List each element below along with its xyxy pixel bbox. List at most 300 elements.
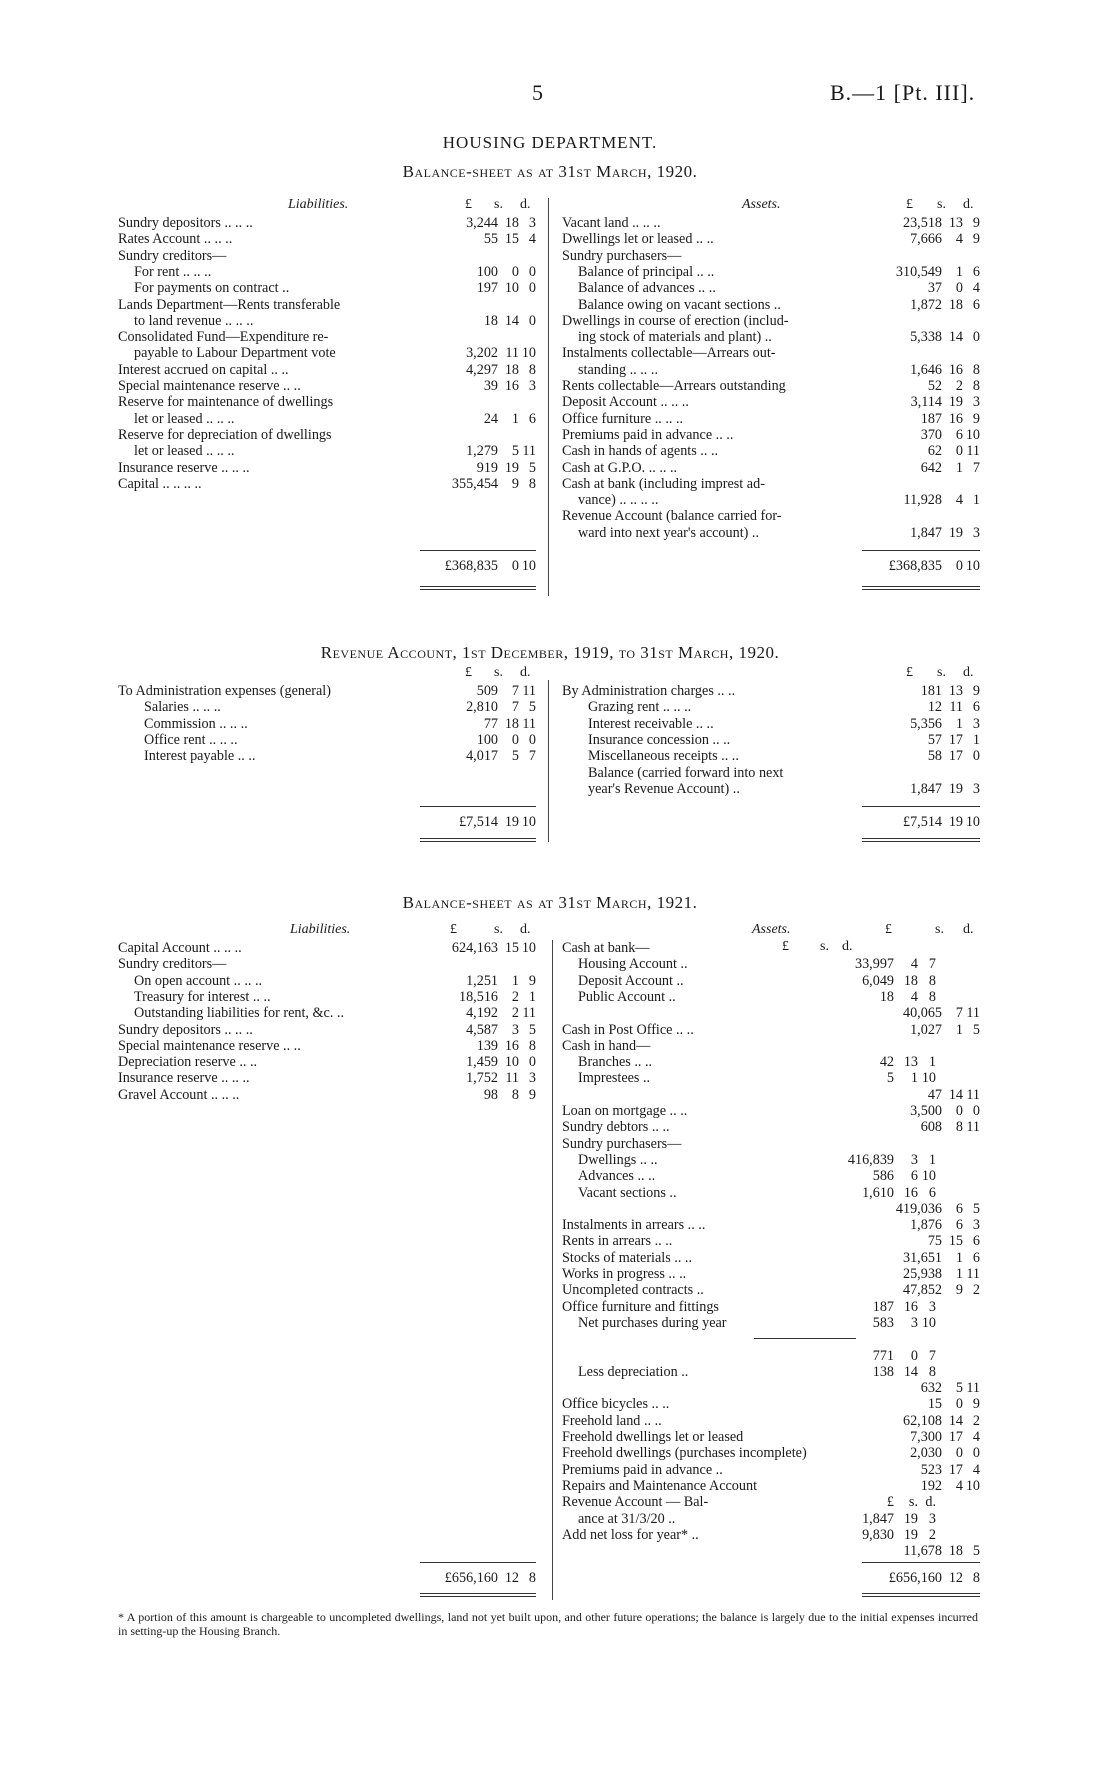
bs1920-asset-pounds: 52 [927, 378, 942, 394]
rev1920-credit-pounds: 58 [927, 748, 942, 765]
bs1921-asset-label: Freehold land .. .. [562, 1412, 662, 1429]
bs1921-asset-row [562, 1217, 980, 1233]
bs1921-asset-pounds: 608 [920, 1119, 942, 1136]
bs1921-asset-label: Cash in Post Office .. .. [562, 1021, 694, 1038]
bs1920-liabilities-header: Liabilities. [288, 197, 349, 212]
bs1921-asset-inner-pounds: 9,830 [862, 1526, 894, 1543]
bs1921-asset-inner-shillings: 19 [903, 1526, 918, 1543]
bs1921-asset-total: £656,160 12 8 [888, 1570, 980, 1586]
bs1921-asset-inner-pounds: 586 [872, 1168, 894, 1185]
bs1920-liability-label: Insurance reserve .. .. .. [118, 459, 250, 476]
bs1921-liability-pence: 10 [521, 940, 536, 956]
bs1921-asset-pence: 11 [966, 1380, 980, 1397]
bs1921-liability-shillings: 3 [511, 1021, 519, 1038]
rev1920-credit-pence: 3 [972, 780, 980, 797]
bs1920-asset-pounds: 7,666 [910, 231, 942, 248]
bs1921-asset-pounds: 419,036 [895, 1200, 942, 1217]
bs1920-liability-label: to land revenue .. .. .. [134, 312, 254, 329]
rev1920-debit-pounds: 4,017 [466, 748, 498, 765]
bs1921-liability-shillings: 8 [511, 1086, 519, 1103]
bs1921-asset-inner-shillings: 6 [910, 1168, 918, 1185]
rev1920-debit-shillings: 7 [511, 683, 519, 699]
bs1921-liability-pounds: 624,163 [451, 940, 498, 956]
department-title: HOUSING DEPARTMENT. [442, 133, 658, 152]
bs1921-liability-row [118, 940, 536, 956]
bs1921-asset-shillings: 1 [955, 1249, 963, 1266]
rev1920-debit-pence-header: d. [520, 665, 531, 680]
bs1921-asset-inner-shillings: 3 [910, 1314, 918, 1331]
bs1921-heading: Balance-sheet as at 31st March, 1921. [402, 893, 698, 912]
bs1921-asset-pence: 11 [966, 1086, 980, 1103]
bs1921-asset-shillings: 14 [948, 1086, 963, 1103]
bs1921-asset-pence: 10 [965, 1477, 980, 1494]
bs1921-asset-label: Repairs and Maintenance Account [562, 1477, 758, 1494]
rev1920-debit-pence: 11 [522, 683, 536, 699]
rev1920-debit-total: £7,514 19 10 [458, 814, 536, 830]
rev1920-credit-shillings: 17 [948, 731, 963, 748]
bs1921-asset-inner-pence: 1 [928, 1054, 936, 1071]
bs1920-liab-pound-header: £ [465, 197, 472, 212]
bs1921-asset-pounds: 40,065 [902, 1005, 942, 1022]
bs1921-liability-label: Sundry depositors .. .. .. [118, 1021, 253, 1038]
bs1920-asset-pence: 8 [972, 378, 980, 394]
bs1921-liability-label: Gravel Account .. .. .. [118, 1086, 240, 1103]
bs1921-asset-inner-pence: 10 [921, 1070, 936, 1087]
bs1921-asset-inner-pence: 8 [928, 1363, 936, 1380]
bs1921-liability-pounds: 1,752 [466, 1070, 498, 1087]
bs1921-asset-row [562, 1511, 980, 1527]
bs1920-asset-pence: 9 [972, 410, 980, 427]
bs1921-asset-shillings: 4 [955, 1477, 963, 1494]
bs1921-liability-pounds: 4,192 [466, 1005, 498, 1022]
rev1920-credit-pounds: 1,847 [910, 780, 942, 797]
bs1920-asset-label: Revenue Account (balance carried for- [562, 508, 782, 525]
bs1921-asset-inner-pounds: 5 [886, 1070, 894, 1087]
bs1921-liability-shillings: 16 [504, 1037, 519, 1054]
bs1920-asset-shillings: 19 [948, 524, 963, 541]
bs1921-liability-pence: 11 [522, 1005, 536, 1022]
bs1921-asset-pounds: 11,678 [903, 1543, 942, 1560]
bs1921-asset-label: Premiums paid in advance .. [562, 1461, 723, 1478]
bs1920-asset-label: Instalments collectable—Arrears out- [562, 345, 776, 362]
bs1920-asset-pence: 11 [966, 443, 980, 460]
bs1920-liability-pounds: 3,202 [466, 345, 498, 362]
bs1921-asset-pence: 5 [972, 1021, 980, 1038]
bs1921-asset-pence: 6 [972, 1249, 980, 1266]
bs1920-liability-label: Special maintenance reserve .. .. [118, 378, 301, 394]
rev1920-credit-pence: 6 [972, 699, 980, 716]
bs1920-asset-shillings: 19 [948, 394, 963, 411]
bs1920-liability-pounds: 355,454 [451, 475, 498, 492]
bs1921-asset-row [562, 1364, 980, 1380]
bs1920-asset-pence: 9 [972, 231, 980, 248]
bs1920-asset-shillings: 13 [948, 215, 963, 231]
bs1920-asset-shillings: 18 [948, 296, 963, 313]
bs1920-asset-pounds: 37 [927, 280, 942, 297]
bs1921-asset-row [562, 1282, 980, 1298]
bs1921-liability-pounds: 18,516 [458, 988, 498, 1005]
bs1921-asset-row [562, 973, 980, 989]
bs1921-liability-row [118, 989, 536, 1005]
bs1920-asset-label: standing .. .. .. [578, 361, 658, 378]
bs1921-asset-label: Net purchases during year [578, 1314, 727, 1331]
bs1921-asset-label: Instalments in arrears .. .. [562, 1217, 706, 1234]
bs1921-asset-label: Stocks of materials .. .. [562, 1249, 693, 1266]
bs1921-asset-shillings: 6 [955, 1200, 963, 1217]
bs1920-liability-pence: 10 [521, 345, 536, 362]
bs1921-asset-inner-pounds: 18 [879, 988, 894, 1005]
bs1921-asset-shillings: 15 [948, 1233, 963, 1250]
bs1920-liability-label: Capital .. .. .. .. [118, 475, 202, 492]
bs1921-inner-pound-header: £ [782, 939, 789, 954]
bs1921-asset-label: Dwellings .. .. [578, 1151, 658, 1168]
bs1920-liability-shillings: 16 [504, 378, 519, 394]
document-reference: B.—1 [Pt. III]. [830, 80, 976, 105]
bs1921-asset-label: Freehold dwellings let or leased [562, 1429, 744, 1445]
bs1921-asset-row [562, 1070, 980, 1086]
bs1921-asset-pounds: 192 [920, 1477, 942, 1494]
bs1921-asset-pence-header: d. [963, 922, 974, 937]
bs1920-liab-total: £368,835 0 10 [444, 558, 536, 574]
bs1921-asset-inner-shillings: 3 [910, 1151, 918, 1168]
bs1920-liability-pence: 3 [528, 378, 536, 394]
rev1920-credit-shilling-header: s. [937, 665, 946, 680]
bs1921-asset-pence: 11 [966, 1266, 980, 1282]
bs1920-asset-pence-header: d. [963, 197, 974, 212]
bs1921-asset-inner-pence: 3 [928, 1298, 936, 1315]
bs1920-liability-pounds: 3,244 [466, 215, 498, 231]
bs1921-asset-row [562, 1413, 980, 1429]
bs1921-asset-row [562, 1152, 980, 1168]
bs1921-liability-pence: 3 [528, 1070, 536, 1087]
bs1921-asset-inner-shillings: 18 [903, 972, 918, 989]
bs1921-asset-inner-shillings: 16 [903, 1184, 918, 1201]
rev1920-debit-pounds: 509 [476, 683, 498, 699]
bs1920-liability-pence: 8 [528, 475, 536, 492]
bs1921-asset-pounds: 75 [927, 1233, 942, 1250]
bs1920-asset-pence: 8 [972, 361, 980, 378]
bs1920-liability-pounds: 1,279 [466, 443, 498, 460]
bs1920-asset-pounds: 23,518 [902, 215, 942, 231]
bs1921-asset-row [562, 989, 980, 1005]
bs1920-asset-label: Balance owing on vacant sections .. [578, 296, 781, 313]
bs1921-asset-inner-pounds: 771 [872, 1347, 894, 1364]
bs1921-asset-row [562, 1054, 980, 1070]
bs1921-asset-inner-pence: 10 [921, 1314, 936, 1331]
bs1921-liability-pounds: 98 [483, 1086, 498, 1103]
bs1921-asset-label: Branches .. .. [578, 1054, 653, 1071]
rev1920-credit-label: Grazing rent .. .. .. [588, 699, 692, 716]
bs1920-liability-label: Reserve for depreciation of dwellings [118, 426, 332, 443]
bs1921-asset-label: Advances .. .. [578, 1168, 656, 1185]
bs1921-asset-shillings: 1 [955, 1266, 963, 1282]
bs1921-asset-shillings: 6 [955, 1217, 963, 1234]
bs1921-asset-inner-shillings: 13 [903, 1054, 918, 1071]
bs1920-liability-shillings: 9 [511, 475, 519, 492]
bs1920-asset-label: Office furniture .. .. .. [562, 410, 684, 427]
bs1920-asset-pence: 7 [972, 459, 980, 476]
bs1920-liability-pence: 0 [528, 263, 536, 280]
bs1921-asset-shillings: 0 [955, 1445, 963, 1462]
bs1920-asset-label: Sundry purchasers— [562, 247, 682, 264]
rev1920-debit-shillings: 0 [511, 731, 519, 748]
bs1920-asset-label: ing stock of materials and plant) .. [578, 329, 772, 346]
bs1921-asset-row [562, 1038, 980, 1054]
bs1921-liability-row [118, 973, 536, 989]
bs1920-asset-pounds: 5,338 [910, 329, 942, 346]
bs1921-liability-row [118, 1070, 536, 1086]
bs1921-asset-row [562, 1005, 980, 1021]
bs1921-asset-row [562, 1136, 980, 1152]
bs1920-asset-label: Cash at G.P.O. .. .. .. [562, 459, 678, 476]
bs1921-asset-label: Loan on mortgage .. .. [562, 1103, 688, 1119]
bs1920-asset-shillings: 16 [948, 410, 963, 427]
bs1920-liability-shillings: 18 [504, 215, 519, 231]
bs1921-asset-row [562, 1168, 980, 1184]
bs1920-liability-shillings: 0 [511, 263, 519, 280]
bs1921-liability-shillings: 2 [511, 988, 519, 1005]
bs1921-asset-label: Rents in arrears .. .. [562, 1233, 673, 1250]
bs1920-asset-label: ward into next year's account) .. [578, 524, 760, 541]
rev1920-credit-shillings: 17 [948, 748, 963, 765]
rev1920-debit-pounds: 2,810 [466, 699, 498, 716]
bs1921-asset-inner-pence: d. [925, 1494, 936, 1511]
bs1920-liability-shillings: 19 [504, 459, 519, 476]
rev1920-debit-pence: 0 [528, 731, 536, 748]
rev1920-credit-pounds: 12 [927, 699, 942, 716]
bs1921-asset-label: Cash at bank— [562, 940, 650, 956]
bs1920-liability-pounds: 100 [476, 263, 498, 280]
bs1920-asset-pence: 3 [972, 524, 980, 541]
bs1921-asset-pence: 5 [972, 1200, 980, 1217]
bs1921-asset-shillings: 1 [955, 1021, 963, 1038]
bs1921-asset-label: Deposit Account .. [578, 972, 684, 989]
bs1921-liab-pound-header: £ [450, 922, 457, 937]
bs1921-asset-shillings: 9 [955, 1282, 963, 1299]
rev1920-credit-label: Miscellaneous receipts .. .. [588, 748, 739, 765]
bs1921-asset-shillings: 18 [948, 1543, 963, 1560]
bs1921-liability-label: Treasury for interest .. .. [134, 988, 271, 1005]
rev1920-credit-pence: 3 [972, 715, 980, 732]
bs1920-asset-pence: 6 [972, 296, 980, 313]
bs1921-asset-row [562, 1087, 980, 1103]
bs1921-furniture-rule [754, 1338, 856, 1339]
bs1920-liability-pence: 0 [528, 280, 536, 297]
bs1921-asset-pence: 11 [966, 1119, 980, 1136]
bs1920-liability-pounds: 55 [483, 231, 498, 248]
bs1920-asset-total: £368,835 0 10 [888, 558, 980, 574]
bs1921-asset-row [562, 1233, 980, 1249]
bs1921-asset-pounds: 47,852 [902, 1282, 942, 1299]
bs1921-asset-row [562, 1543, 980, 1559]
bs1921-liability-pounds: 4,587 [466, 1021, 498, 1038]
bs1921-asset-inner-pence: 1 [928, 1151, 936, 1168]
bs1921-asset-pounds: 47 [927, 1086, 942, 1103]
bs1921-assets-header: Assets. [752, 922, 791, 937]
bs1921-liability-row [118, 956, 536, 972]
bs1921-asset-pence: 4 [972, 1461, 980, 1478]
bs1920-liab-shilling-header: s. [494, 197, 503, 212]
bs1921-liab-total: £656,160 12 8 [444, 1570, 536, 1586]
bs1921-asset-row [562, 940, 980, 956]
bs1920-asset-label: Balance of principal .. .. [578, 263, 715, 280]
bs1921-asset-inner-shillings: 19 [903, 1510, 918, 1527]
bs1920-asset-pounds: 1,847 [910, 524, 942, 541]
bs1921-asset-inner-pounds: 1,610 [862, 1184, 894, 1201]
bs1920-asset-label: Premiums paid in advance .. .. [562, 426, 734, 443]
bs1921-liab-rule [420, 1562, 536, 1563]
rev1920-credit-pound-header: £ [906, 665, 913, 680]
bs1920-liability-pence: 6 [528, 410, 536, 427]
bs1920-asset-shillings: 6 [955, 426, 963, 443]
rev1920-debit-pounds: 77 [483, 715, 498, 732]
page-number: 5 [532, 80, 543, 105]
bs1921-asset-shillings: 8 [955, 1119, 963, 1136]
bs1921-liab-pence-header: d. [520, 922, 531, 937]
bs1920-asset-label: vance) .. .. .. .. [578, 492, 659, 509]
bs1921-asset-inner-pounds: 416,839 [847, 1151, 894, 1168]
bs1920-asset-pence: 0 [972, 329, 980, 346]
rev1920-debit-shilling-header: s. [494, 665, 503, 680]
bs1921-liability-pence: 8 [528, 1037, 536, 1054]
bs1921-asset-label: Public Account .. [578, 988, 676, 1005]
bs1921-asset-inner-pence: 3 [928, 1510, 936, 1527]
bs1921-asset-pence: 4 [972, 1429, 980, 1445]
rev1920-credit-label: Insurance concession .. .. [588, 731, 731, 748]
bs1921-asset-row [562, 956, 980, 972]
bs1920-liability-label: Lands Department—Rents transferable [118, 296, 341, 313]
bs1920-liability-pence: 5 [528, 459, 536, 476]
bs1921-asset-inner-pence: 7 [928, 1347, 936, 1364]
bs1920-asset-pence: 4 [972, 280, 980, 297]
rev1920-debit-label: Interest payable .. .. [144, 748, 256, 765]
bs1921-inner-shilling-header: s. [820, 939, 829, 954]
bs1920-asset-pounds: 642 [920, 459, 942, 476]
bs1920-asset-label: Dwellings let or leased .. .. [562, 231, 714, 248]
bs1921-asset-pence: 2 [972, 1412, 980, 1429]
rev1920-credit-pence: 9 [972, 683, 980, 699]
bs1921-asset-label: Less depreciation .. [578, 1363, 689, 1380]
bs1921-asset-pounds: 2,030 [910, 1445, 942, 1462]
bs1921-liab-double-rule [420, 1593, 536, 1597]
bs1920-asset-pounds: 370 [920, 426, 942, 443]
bs1920-liability-label: For rent .. .. .. [134, 263, 212, 280]
bs1920-liability-shillings: 1 [511, 410, 519, 427]
bs1921-liability-shillings: 11 [505, 1070, 519, 1087]
bs1921-asset-inner-shillings: 0 [910, 1347, 918, 1364]
bs1921-asset-inner-pence: 6 [928, 1184, 936, 1201]
bs1921-asset-inner-pence: 8 [928, 972, 936, 989]
bs1920-liability-pounds: 24 [483, 410, 498, 427]
rev1920-credit-pounds: 181 [920, 683, 942, 699]
bs1921-asset-row [562, 1380, 980, 1396]
bs1921-asset-inner-shillings: s. [908, 1494, 918, 1511]
bs1920-assets-header: Assets. [742, 197, 781, 212]
rev1920-debit-label: Office rent .. .. .. [144, 731, 238, 748]
bs1921-asset-row [562, 1299, 980, 1315]
bs1920-liability-label: Sundry depositors .. .. .. [118, 215, 253, 231]
bs1920-asset-label: Cash in hands of agents .. .. [562, 443, 719, 460]
bs1921-asset-inner-shillings: 4 [910, 988, 918, 1005]
bs1921-asset-label: Cash in hand— [562, 1037, 651, 1054]
bs1921-asset-row [562, 1103, 980, 1119]
bs1920-asset-shillings: 1 [955, 459, 963, 476]
bs1921-asset-shillings: 0 [955, 1103, 963, 1119]
bs1921-liability-pounds: 1,459 [466, 1054, 498, 1071]
bs1920-liability-label: For payments on contract .. [134, 280, 290, 297]
bs1921-liability-pounds: 1,251 [466, 972, 498, 989]
bs1921-liability-pounds: 139 [476, 1037, 498, 1054]
bs1921-asset-shillings: 17 [948, 1429, 963, 1445]
bs1920-asset-label: Dwellings in course of erection (includ- [562, 312, 789, 329]
rev1920-debit-pence: 7 [528, 748, 536, 765]
bs1921-liability-shillings: 15 [504, 940, 519, 956]
bs1921-asset-pounds: 523 [920, 1461, 942, 1478]
bs1920-asset-pence: 6 [972, 263, 980, 280]
rev1920-debit-label: Commission .. .. .. [144, 715, 248, 732]
bs1921-asset-inner-pence: 2 [928, 1526, 936, 1543]
bs1921-liabilities-header: Liabilities. [290, 922, 351, 937]
bs1920-asset-pence: 9 [972, 215, 980, 231]
bs1920-asset-shillings: 0 [955, 280, 963, 297]
bs1920-liability-shillings: 14 [504, 312, 519, 329]
bs1920-asset-label: Cash at bank (including imprest ad- [562, 475, 765, 492]
rev1920-credit-pence: 0 [972, 748, 980, 765]
bs1921-liability-label: On open account .. .. .. [134, 972, 263, 989]
bs1921-asset-row [562, 1462, 980, 1478]
bs1920-liability-shillings: 15 [504, 231, 519, 248]
bs1921-liability-row [118, 1038, 536, 1054]
bs1921-asset-rule [862, 1562, 980, 1563]
rev1920-debit-label: Salaries .. .. .. [144, 699, 221, 716]
rev1920-credit-pounds: 5,356 [910, 715, 942, 732]
bs1920-asset-pounds: 1,646 [910, 361, 942, 378]
bs1921-asset-pound-header: £ [885, 922, 892, 937]
bs1921-asset-row [562, 1527, 980, 1543]
bs1921-asset-shilling-header: s. [935, 922, 944, 937]
bs1921-asset-row [562, 1266, 980, 1282]
bs1920-asset-shillings: 4 [955, 231, 963, 248]
bs1921-asset-row [562, 1445, 980, 1461]
bs1920-asset-pounds: 3,114 [910, 394, 942, 411]
bs1921-asset-inner-pounds: 187 [872, 1298, 894, 1315]
bs1921-asset-pence: 11 [966, 1005, 980, 1022]
bs1920-asset-pounds: 62 [927, 443, 942, 460]
bs1921-asset-pence: 2 [972, 1282, 980, 1299]
bs1921-asset-label: Sundry debtors .. .. [562, 1119, 670, 1136]
bs1920-asset-pounds: 1,872 [910, 296, 942, 313]
bs1921-asset-pounds: 632 [920, 1380, 942, 1397]
bs1920-liability-shillings: 10 [504, 280, 519, 297]
bs1921-asset-inner-pounds: 33,997 [854, 956, 894, 973]
bs1921-asset-row [562, 1348, 980, 1364]
bs1921-asset-label: Freehold dwellings (purchases incomplete) [562, 1445, 807, 1462]
rev1920-credit-total: £7,514 19 10 [902, 814, 980, 830]
bs1920-liability-label: Rates Account .. .. .. [118, 231, 233, 248]
bs1921-asset-inner-pounds: 1,847 [862, 1510, 894, 1527]
bs1921-asset-inner-pence: 8 [928, 988, 936, 1005]
rev1920-debit-label: To Administration expenses (general) [118, 683, 331, 699]
bs1920-liab-pence-header: d. [520, 197, 531, 212]
rev1920-credit-label: Interest receivable .. .. [588, 715, 714, 732]
bs1921-asset-inner-pence: 7 [928, 956, 936, 973]
bs1921-asset-double-rule [862, 1593, 980, 1597]
bs1921-asset-pence: 5 [972, 1543, 980, 1560]
bs1920-asset-pence: 1 [972, 492, 980, 509]
bs1920-asset-label: Deposit Account .. .. .. [562, 394, 689, 411]
rev1920-credit-shillings: 13 [948, 683, 963, 699]
bs1920-liability-pounds: 39 [483, 378, 498, 394]
